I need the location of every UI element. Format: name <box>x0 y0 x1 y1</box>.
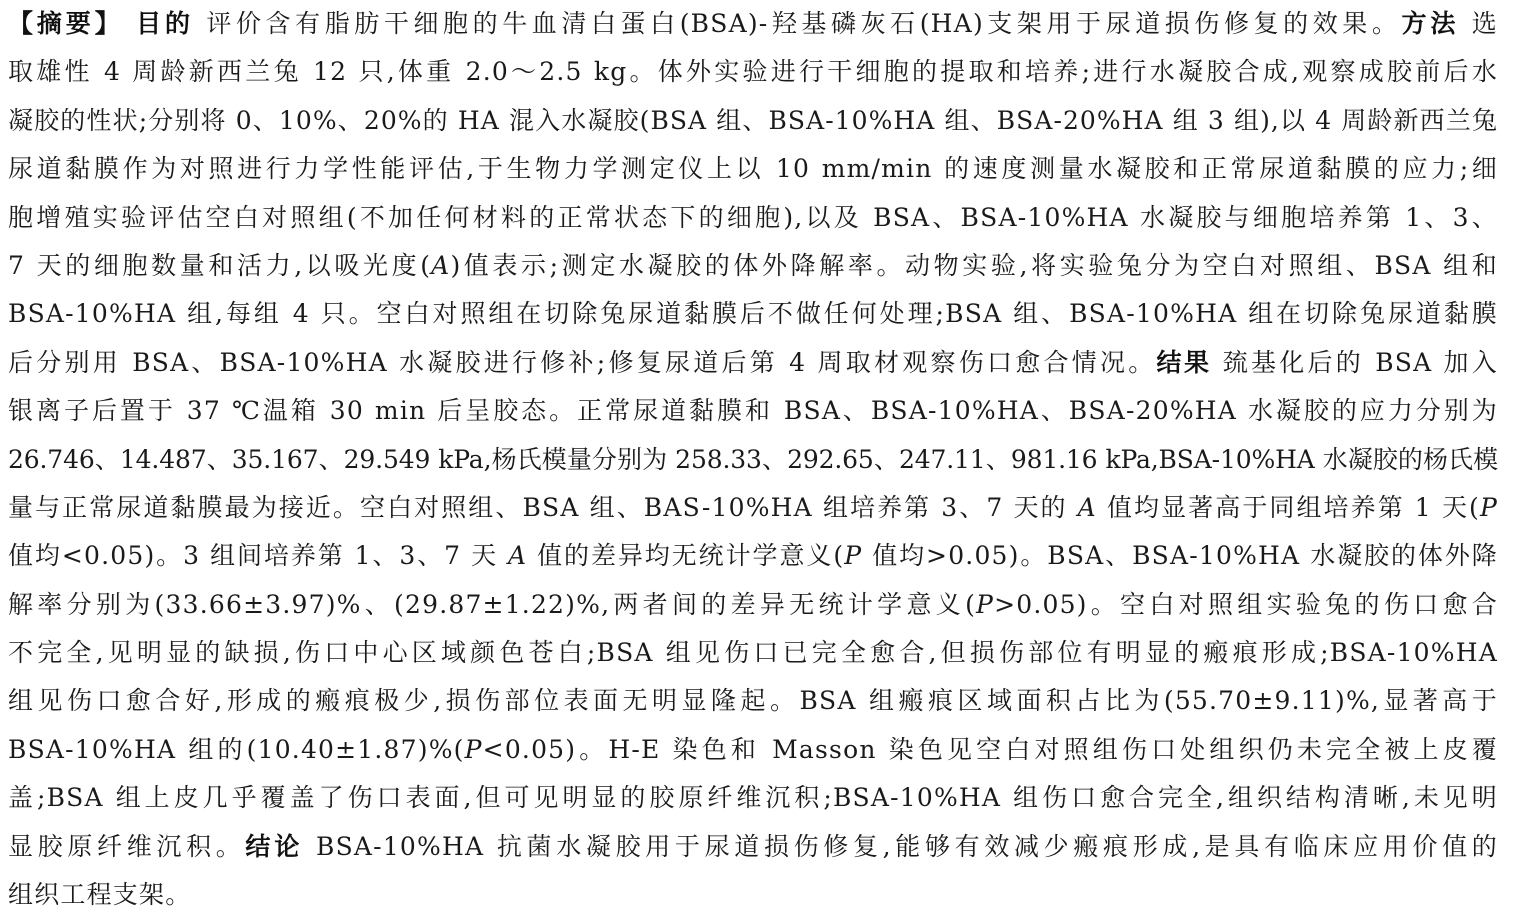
abstract-text: 26.746、14.487、35.167、29.549 kPa,杨氏模量分别为 258.33、292.65、247.11、981.16 kPa,BSA-10%HA 水凝胶的杨氏模 <box>8 444 1498 474</box>
abstract-line <box>8 484 1498 532</box>
abstract-text: 解率分别为(33.66±3.97)%、(29.87±1.22)%,两者间的差异无统计学意义( <box>8 589 977 619</box>
abstract-text: 值的差异均无统计学意义( <box>527 541 845 571</box>
abstract-text: 后分别用 BSA、BSA-10%HA 水凝胶进行修补;修复尿道后第 4 周取材观察伤口愈合情况。 <box>8 347 1157 377</box>
abstract-line <box>8 871 1498 919</box>
abstract-text: 银离子后置于 37 ℃温箱 30 min 后呈胶态。正常尿道黏膜和 BSA、BSA-10%HA、BSA-20%HA 水凝胶的应力分别为 <box>8 396 1498 426</box>
abstract-line <box>8 0 1498 48</box>
abstract-line <box>8 726 1498 774</box>
abstract-line <box>8 145 1498 193</box>
abstract-line <box>8 774 1498 822</box>
italic-variable: P <box>1479 492 1499 522</box>
abstract-line <box>8 339 1498 387</box>
abstract-text: 评价含有脂肪干细胞的牛血清白蛋白(BSA)-羟基磷灰石(HA)支架用于尿道损伤修复的效果。 <box>193 9 1402 38</box>
abstract-paragraph <box>8 0 1498 919</box>
abstract-line <box>8 629 1498 677</box>
section-heading: 目的 <box>136 9 194 38</box>
italic-variable: A <box>431 250 451 280</box>
abstract-text: 值均<0.05)。3 组间培养第 1、3、7 天 <box>8 541 508 571</box>
abstract-text: 胞增殖实验评估空白对照组(不加任何材料的正常状态下的细胞),以及 BSA、BSA-10%HA 水凝胶与细胞培养第 1、3、 <box>8 202 1498 232</box>
abstract-text: BSA-10%HA 抗菌水凝胶用于尿道损伤修复,能够有效减少瘢痕形成,是具有临床应用价值的 <box>303 831 1498 861</box>
italic-variable: P <box>464 734 483 764</box>
italic-variable: A <box>507 541 528 571</box>
abstract-line <box>8 436 1498 484</box>
section-heading: 结果 <box>1156 347 1212 377</box>
abstract-line <box>8 581 1498 629</box>
abstract-text: 取雄性 4 周龄新西兰兔 12 只,体重 2.0～2.5 kg。体外实验进行干细胞的提取和培养;进行水凝胶合成,观察成胶前后水 <box>8 57 1498 87</box>
abstract-text: 盖;BSA 组上皮几乎覆盖了伤口表面,但可见明显的胶原纤维沉积;BSA-10%HA 组伤口愈合完全,组织结构清晰,未见明 <box>8 783 1498 813</box>
abstract-text: 值均显著高于同组培养第 1 天( <box>1096 492 1480 522</box>
abstract-text: 不完全,见明显的缺损,伤口中心区域颜色苍白;BSA 组见伤口已完全愈合,但损伤部位有明显的瘢痕形成;BSA-10%HA <box>8 638 1498 668</box>
italic-variable: A <box>1077 492 1097 522</box>
abstract-text: 值均>0.05)。BSA、BSA-10%HA 水凝胶的体外降 <box>862 541 1498 571</box>
abstract-line <box>8 387 1498 435</box>
abstract-line <box>8 290 1498 338</box>
abstract-text: 显胶原纤维沉积。 <box>8 831 246 861</box>
abstract-line <box>8 677 1498 725</box>
abstract-line <box>8 823 1498 871</box>
abstract-line <box>8 242 1498 290</box>
abstract-text: 组织工程支架。 <box>8 880 192 910</box>
abstract-text: 巯基化后的 BSA 加入 <box>1211 347 1498 377</box>
abstract-text: >0.05)。空白对照组实验兔的伤口愈合 <box>994 589 1498 619</box>
abstract-text: )值表示;测定水凝胶的体外降解率。动物实验,将实验兔分为空白对照组、BSA 组和 <box>450 250 1498 280</box>
abstract-text: BSA-10%HA 组的(10.40±1.87)%( <box>8 734 465 764</box>
abstract-line <box>8 194 1498 242</box>
abstract-line <box>8 532 1498 580</box>
italic-variable: P <box>976 589 995 619</box>
abstract-text: 组见伤口愈合好,形成的瘢痕极少,损伤部位表面无明显隆起。BSA 组瘢痕区域面积占比为(55.70±9.11)%,显著高于 <box>8 686 1498 716</box>
abstract-text: 尿道黏膜作为对照进行力学性能评估,于生物力学测定仪上以 10 mm/min 的速度测量水凝胶和正常尿道黏膜的应力;细 <box>8 154 1498 184</box>
abstract-text: <0.05)。H-E 染色和 Masson 染色见空白对照组伤口处组织仍未完全被上皮覆 <box>482 734 1499 764</box>
abstract-text: 7 天的细胞数量和活力,以吸光度( <box>8 250 432 280</box>
abstract-text: BSA-10%HA 组,每组 4 只。空白对照组在切除兔尿道黏膜后不做任何处理;BSA 组、BSA-10%HA 组在切除兔尿道黏膜 <box>8 299 1498 329</box>
abstract-text: 选 <box>1459 9 1498 38</box>
section-heading: 结论 <box>245 831 304 861</box>
abstract-text: 量与正常尿道黏膜最为接近。空白对照组、BSA 组、BAS-10%HA 组培养第 3、7 天的 <box>8 492 1078 522</box>
section-heading: 方法 <box>1401 9 1460 38</box>
section-heading: 【摘要】 <box>8 9 124 38</box>
abstract-text: 凝胶的性状;分别将 0、10%、20%的 HA 混入水凝胶(BSA 组、BSA-10%HA 组、BSA-20%HA 组 3 组),以 4 周龄新西兰兔 <box>8 105 1498 135</box>
abstract-text <box>124 9 137 38</box>
abstract-line <box>8 48 1498 96</box>
abstract-line <box>8 97 1498 145</box>
italic-variable: P <box>844 541 863 571</box>
